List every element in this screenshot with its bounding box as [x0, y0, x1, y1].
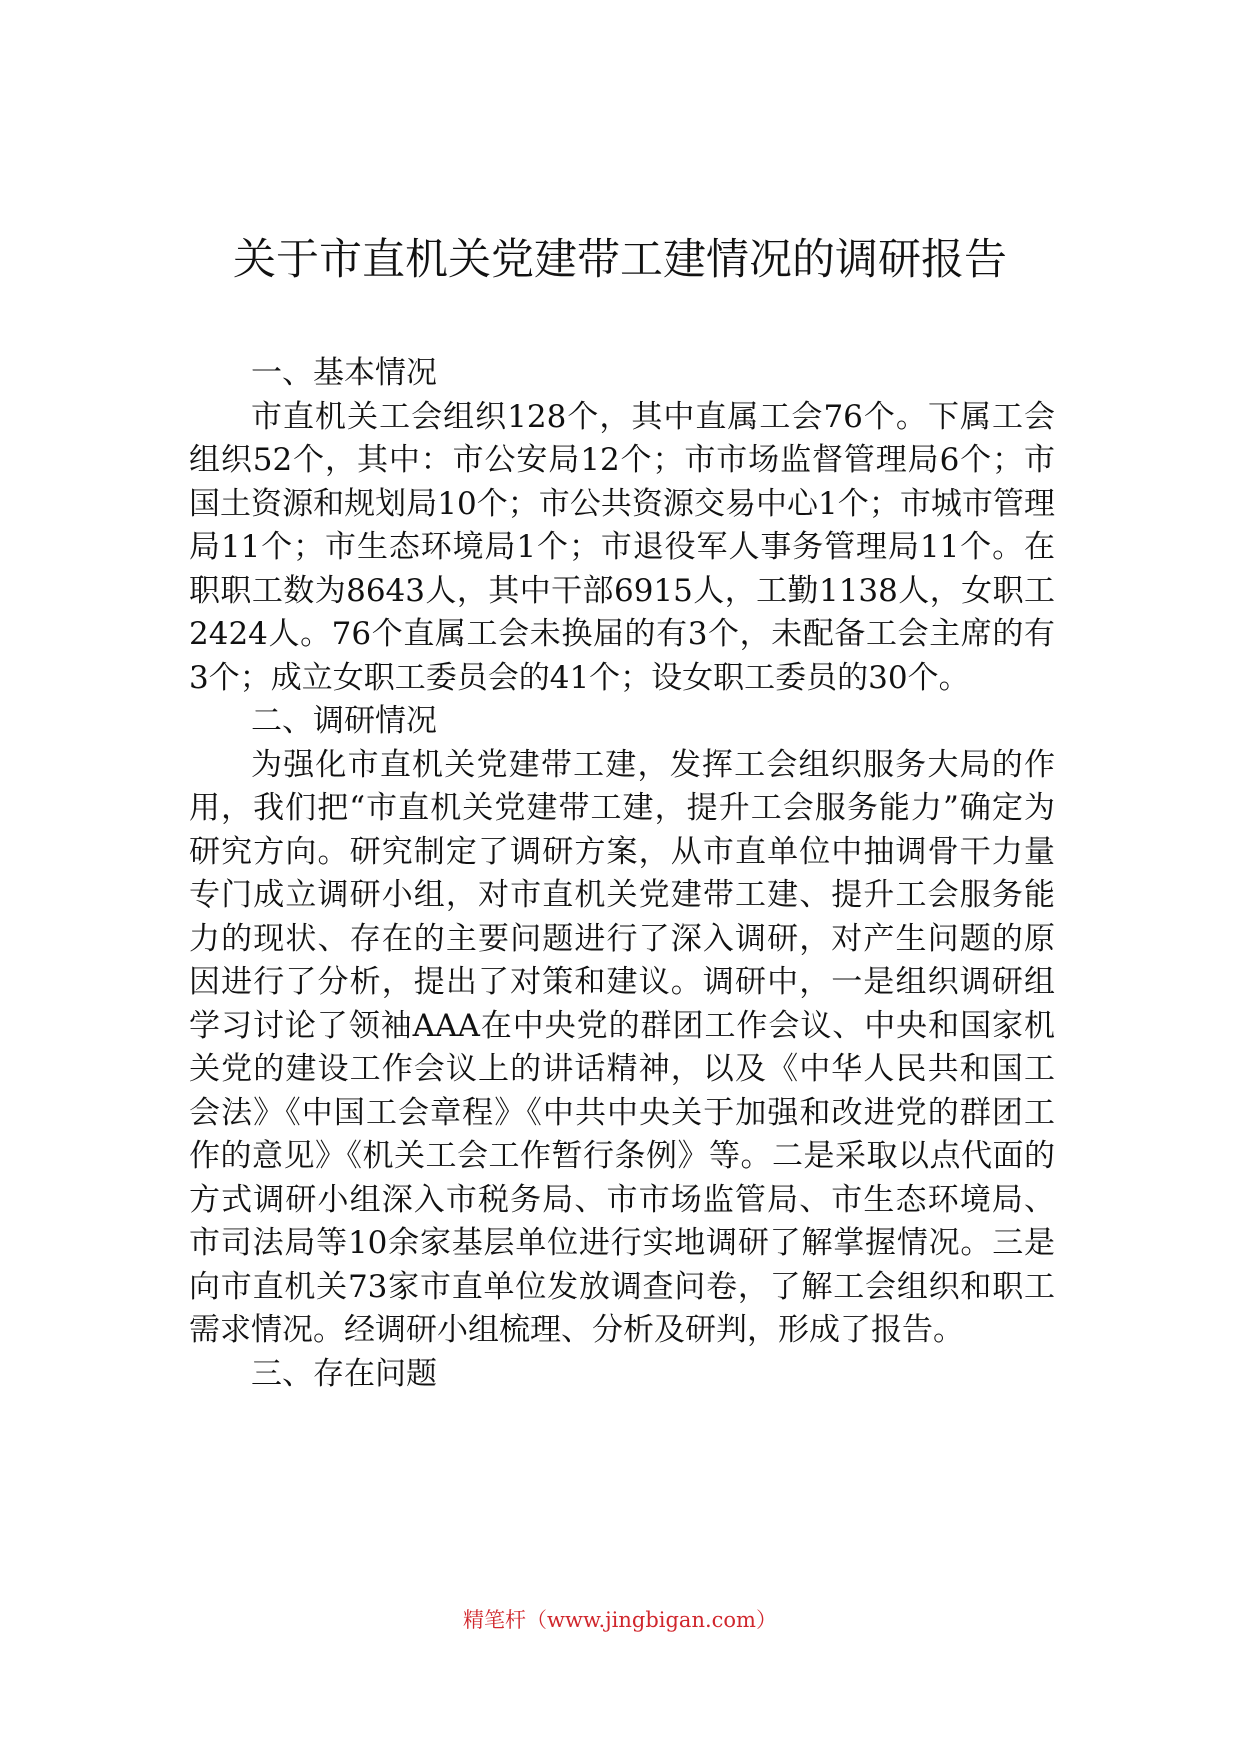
section-heading-research-situation: 二、调研情况	[251, 703, 437, 739]
paragraph-basic-situation: 市直机关工会组织128个，其中直属工会76个。下属工会组织52个，其中：市公安局12个；市市场监督管理局6个；市国土资源和规划局10个；市公共资源交易中心1个；市城市管理局11个；市生态环境局1个；市退役军人事务管理局11个。在职职工数为8643人，其中干部6915人，工勤1138人，女职工2424人。76个直属工会未换届的有3个，未配备工会主席的有3个；成立女职工委员会的41个；设女职工委员的30个。	[189, 398, 1055, 696]
section-heading-basic-situation: 一、基本情况	[251, 355, 437, 391]
document-title: 关于市直机关党建带工建情况的调研报告	[233, 235, 1007, 285]
footer-watermark-link[interactable]: 精笔杆（www.jingbigan.com）	[463, 1608, 777, 1632]
document-body	[189, 352, 1055, 1396]
paragraph-research-situation: 为强化市直机关党建带工建，发挥工会组织服务大局的作用，我们把“市直机关党建带工建，提升工会服务能力”确定为研究方向。研究制定了调研方案，从市直单位中抽调骨干力量专门成立调研小组，对市直机关党建带工建、提升工会服务能力的现状、存在的主要问题进行了深入调研，对产生问题的原因进行了分析，提出了对策和建议。调研中，一是组织调研组学习讨论了领袖AAA在中央党的群团工作会议、中央和国家机关党的建设工作会议上的讲话精神，以及《中华人民共和国工会法》《中国工会章程》《中共中央关于加强和改进党的群团工作的意见》《机关工会工作暂行条例》等。二是采取以点代面的方式调研小组深入市税务局、市市场监管局、市生态环境局、市司法局等10余家基层单位进行实地调研了解掌握情况。三是向市直机关73家市直单位发放调查问卷，了解工会组织和职工需求情况。经调研小组梳理、分析及研判，形成了报告。	[189, 746, 1055, 1348]
section-heading-existing-problems: 三、存在问题	[251, 1355, 437, 1392]
